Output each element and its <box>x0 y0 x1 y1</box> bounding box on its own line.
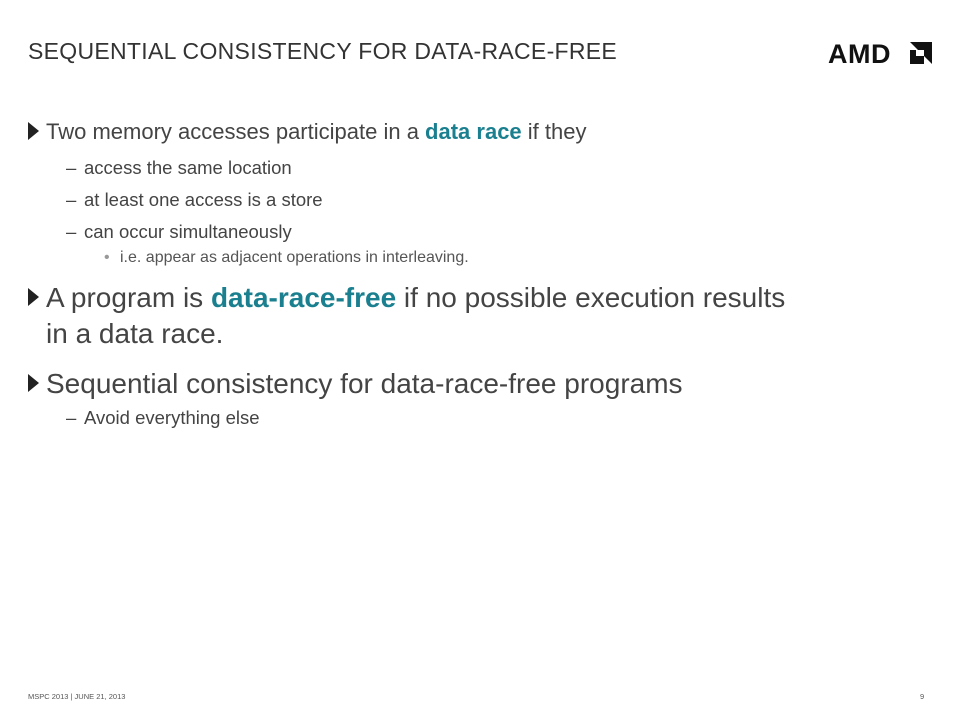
slide-content <box>28 118 928 430</box>
footer-info: MSPC 2013 | JUNE 21, 2013 <box>28 692 126 701</box>
bullet-data-race <box>28 118 928 146</box>
sub-sub-bullet-text: i.e. appear as adjacent operations in interleaving. <box>120 249 469 266</box>
bullet-arrow-icon <box>28 288 39 306</box>
term-data-race-free: data-race-free <box>210 282 397 313</box>
sub-bullet <box>28 156 928 180</box>
dot-marker: • <box>104 249 110 266</box>
bullet-arrow-icon <box>28 374 39 392</box>
sub-bullet <box>28 188 928 212</box>
bullet-text-tail: if they <box>521 119 587 144</box>
dash-marker: – <box>66 407 77 428</box>
slide-title: SEQUENTIAL CONSISTENCY FOR DATA-RACE-FREE <box>28 38 618 64</box>
bullet-text-tail: if no possible execution results in a data race. <box>46 282 786 349</box>
sub-bullet-text: can occur simultaneously <box>84 221 292 242</box>
dash-marker: – <box>66 157 77 178</box>
bullet-data-race-free <box>28 280 806 352</box>
amd-arrow-icon <box>910 42 932 64</box>
bullet-arrow-icon <box>28 122 39 140</box>
sub-sub-bullet <box>28 248 928 268</box>
sub-bullet <box>28 406 928 430</box>
page-number: 9 <box>920 692 925 701</box>
amd-logo <box>828 40 934 66</box>
bullet-text: A program is <box>46 282 211 313</box>
bullet-sequential-consistency <box>28 366 928 402</box>
term-data-race: data race <box>425 119 522 144</box>
dash-marker: – <box>66 221 77 242</box>
sub-bullet-text: access the same location <box>84 157 292 178</box>
dash-marker: – <box>66 189 77 210</box>
bullet-text: Two memory accesses participate in a <box>46 119 426 144</box>
sub-bullet <box>28 220 928 244</box>
bullet-text: Sequential consistency for data-race-free programs <box>46 368 683 399</box>
sub-bullet-text: Avoid everything else <box>84 407 260 428</box>
amd-logo-text: AMD <box>828 40 891 66</box>
sub-bullet-text: at least one access is a store <box>84 189 323 210</box>
